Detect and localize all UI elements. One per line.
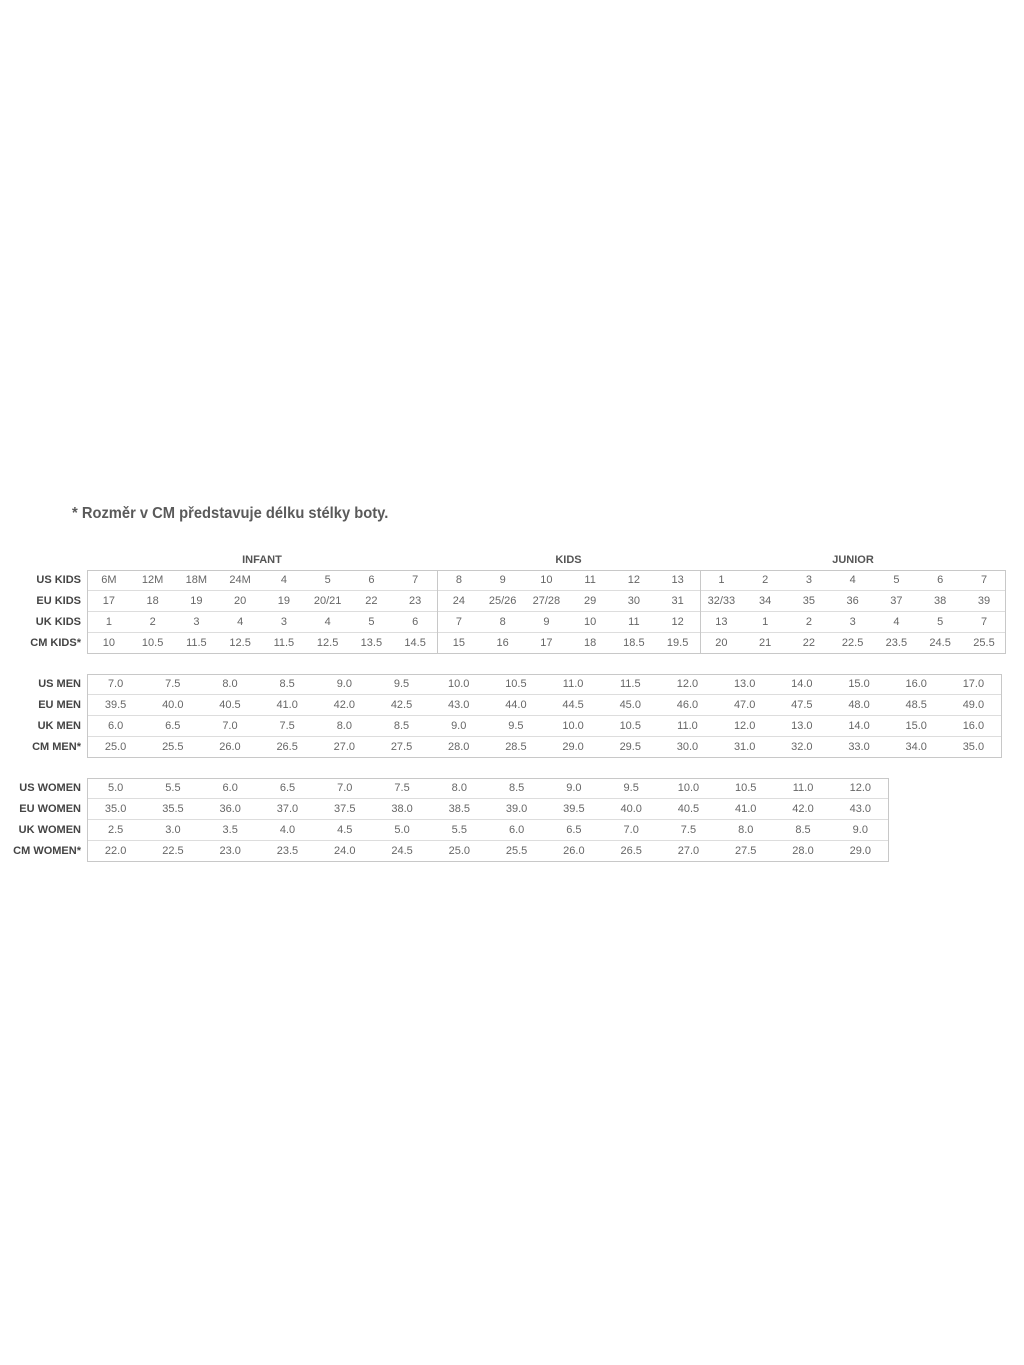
size-cell: 12: [612, 570, 656, 591]
size-cell: 12: [656, 612, 700, 633]
size-cell: 34.0: [905, 741, 927, 753]
size-cell: 7: [437, 612, 481, 633]
size-cell: 9.0: [316, 674, 373, 695]
size-cell: 16.0: [888, 674, 945, 695]
size-cell: 13.0: [716, 674, 773, 695]
size-cell: 13: [656, 570, 700, 591]
table-row: [0, 716, 1002, 737]
size-cell: 11: [612, 612, 656, 633]
size-cell: 29.0: [849, 845, 872, 857]
women-size-table: [0, 778, 889, 861]
size-cell: 3: [787, 570, 831, 591]
size-cell: 47.0: [716, 695, 773, 716]
size-cell: 7.5: [144, 674, 201, 695]
size-cell: 3: [831, 612, 875, 633]
size-cell: 24.5: [391, 845, 413, 857]
size-cell: 20: [218, 591, 262, 612]
size-cell: 25.0: [104, 741, 127, 753]
size-cell: 42.0: [774, 799, 831, 820]
size-cell: 9: [525, 612, 569, 633]
size-cell: 11.0: [545, 674, 602, 695]
size-cell: 5: [875, 570, 919, 591]
size-cell: 30.0: [676, 741, 699, 753]
size-cell: 3: [262, 612, 306, 633]
size-cell: 10.5: [487, 674, 544, 695]
size-cell: 11: [568, 570, 612, 591]
size-cell: 22: [802, 637, 815, 649]
size-cell: 21: [759, 637, 772, 649]
row-label: US WOMEN: [19, 782, 81, 795]
size-cell: 7: [962, 612, 1006, 633]
size-cell: 28.0: [792, 845, 814, 857]
size-cell: 1: [743, 612, 787, 633]
size-cell: 9.5: [487, 716, 544, 737]
size-cell: 2.5: [87, 820, 144, 841]
kids-size-table: [0, 570, 1006, 653]
size-cell: 5.0: [373, 820, 430, 841]
row-label: UK MEN: [37, 720, 81, 732]
size-cell: 48.0: [830, 695, 887, 716]
size-cell: 19: [175, 591, 219, 612]
size-cell: 8.0: [431, 778, 488, 799]
size-cell: 26.5: [620, 845, 642, 857]
size-cell: 19: [262, 591, 306, 612]
size-cell: 12.5: [229, 637, 251, 649]
size-cell: 10: [568, 612, 612, 633]
size-cell: 8: [437, 570, 481, 591]
size-cell: 33.0: [848, 741, 870, 753]
row-label: CM WOMEN*: [13, 844, 81, 857]
size-cell: 11.0: [774, 778, 831, 799]
size-cell: 23: [393, 591, 437, 612]
size-cell: 5: [918, 612, 962, 633]
size-cell: 18: [131, 591, 175, 612]
size-cell: 39.5: [87, 695, 144, 716]
size-cell: 30: [612, 591, 656, 612]
size-cell: 24.0: [334, 845, 356, 857]
size-cell: 4.0: [259, 820, 316, 841]
men-size-table: [0, 674, 1002, 757]
size-cell: 6.5: [259, 778, 316, 799]
size-cell: 9.5: [603, 778, 660, 799]
size-cell: 8.0: [717, 820, 774, 841]
size-cell: 13: [700, 612, 744, 633]
size-cell: 11.5: [273, 637, 295, 649]
size-cell: 9.0: [832, 820, 889, 841]
size-cell: 2: [787, 612, 831, 633]
size-cell: 38.5: [431, 799, 488, 820]
size-cell: 24: [437, 591, 481, 612]
size-cell: 17: [87, 591, 131, 612]
size-cell: 6M: [87, 570, 131, 591]
size-cell: 43.0: [832, 799, 889, 820]
size-cell: 35.5: [144, 799, 201, 820]
size-cell: 3.0: [144, 820, 201, 841]
size-cell: 14.0: [830, 716, 887, 737]
size-cell: 12.0: [659, 674, 716, 695]
size-cell: 10: [102, 637, 115, 649]
size-cell: 5.5: [144, 778, 201, 799]
size-cell: 40.0: [144, 695, 201, 716]
size-cell: 32.0: [791, 741, 813, 753]
size-cell: 4: [875, 612, 919, 633]
table-row: [0, 570, 1006, 591]
size-cell: 1: [700, 570, 744, 591]
size-cell: 5: [350, 612, 394, 633]
size-cell: 34: [743, 591, 787, 612]
size-cell: 39.0: [488, 799, 545, 820]
size-cell: 18.5: [623, 637, 645, 649]
size-cell: 8.5: [373, 716, 430, 737]
size-cell: 16.0: [945, 716, 1002, 737]
size-cell: 9.0: [430, 716, 487, 737]
size-cell: 5: [306, 570, 350, 591]
size-cell: 2: [743, 570, 787, 591]
table-row: [0, 612, 1006, 633]
row-label: EU WOMEN: [19, 803, 81, 815]
size-cell: 4: [262, 570, 306, 591]
size-cell: 3.5: [202, 820, 259, 841]
size-cell: 8.5: [488, 778, 545, 799]
size-cell: 14.0: [773, 674, 830, 695]
size-cell: 48.5: [888, 695, 945, 716]
group-heading-kids: KIDS: [555, 554, 582, 566]
row-label: EU MEN: [38, 699, 81, 711]
size-cell: 22: [350, 591, 394, 612]
size-cell: 26.5: [276, 741, 298, 753]
size-cell: 10.5: [717, 778, 774, 799]
size-cell: 9.0: [545, 778, 602, 799]
size-cell: 10: [525, 570, 569, 591]
size-cell: 44.5: [545, 695, 602, 716]
size-cell: 6.0: [87, 716, 144, 737]
size-cell: 23.5: [885, 637, 908, 649]
size-cell: 17.0: [945, 674, 1002, 695]
table-row: [0, 841, 889, 862]
size-cell: 6.0: [488, 820, 545, 841]
size-cell: 36: [831, 591, 875, 612]
size-cell: 6.5: [144, 716, 201, 737]
size-cell: 40.5: [660, 799, 717, 820]
size-cell: 24.5: [929, 637, 951, 649]
size-cell: 23.5: [276, 845, 299, 857]
size-cell: 12.5: [316, 637, 339, 649]
size-cell: 28.5: [505, 741, 527, 753]
size-cell: 1: [87, 612, 131, 633]
size-cell: 5.5: [431, 820, 488, 841]
size-cell: 11.5: [186, 637, 207, 649]
size-cell: 38: [918, 591, 962, 612]
row-label: US MEN: [38, 678, 81, 691]
size-cell: 27.5: [390, 741, 413, 753]
row-label: CM KIDS*: [30, 636, 81, 649]
size-cell: 2: [131, 612, 175, 633]
size-cell: 18: [584, 637, 597, 649]
size-cell: 31: [656, 591, 700, 612]
size-cell: 7.5: [259, 716, 316, 737]
size-cell: 6: [350, 570, 394, 591]
size-cell: 19.5: [666, 637, 689, 649]
size-cell: 7: [393, 570, 437, 591]
table-row: [0, 674, 1002, 695]
size-cell: 7.5: [660, 820, 717, 841]
size-cell: 10.0: [660, 778, 717, 799]
group-heading-junior: JUNIOR: [832, 554, 874, 566]
size-cell: 9: [481, 570, 525, 591]
size-cell: 27/28: [525, 591, 569, 612]
size-cell: 37: [875, 591, 919, 612]
size-cell: 5.0: [87, 778, 144, 799]
size-cell: 10.0: [430, 674, 487, 695]
table-row: [0, 591, 1006, 612]
size-cell: 25.5: [973, 637, 995, 649]
size-cell: 8.5: [259, 674, 316, 695]
size-cell: 42.0: [316, 695, 373, 716]
size-cell: 39: [962, 591, 1006, 612]
group-heading-infant: INFANT: [242, 554, 282, 566]
size-cell: 11.5: [602, 674, 659, 695]
size-cell: 4: [218, 612, 262, 633]
size-cell: 47.5: [773, 695, 830, 716]
size-cell: 44.0: [487, 695, 544, 716]
size-cell: 7.5: [373, 778, 430, 799]
size-cell: 41.0: [717, 799, 774, 820]
size-cell: 31.0: [733, 741, 756, 753]
size-cell: 42.5: [373, 695, 430, 716]
size-cell: 22.0: [104, 845, 127, 857]
size-cell: 39.5: [545, 799, 602, 820]
size-cell: 22.5: [162, 845, 184, 857]
size-cell: 28.0: [448, 741, 470, 753]
size-cell: 13.5: [360, 637, 383, 649]
size-cell: 17: [540, 637, 553, 649]
row-label: UK WOMEN: [18, 824, 81, 836]
table-row: [0, 778, 889, 799]
size-cell: 25.0: [448, 845, 471, 857]
size-cell: 4.5: [316, 820, 373, 841]
size-cell: 12.0: [716, 716, 773, 737]
row-label: UK KIDS: [35, 616, 81, 628]
size-cell: 29: [568, 591, 612, 612]
size-cell: 29.5: [619, 741, 641, 753]
size-cell: 8.0: [316, 716, 373, 737]
size-cell: 4: [831, 570, 875, 591]
size-cell: 27.0: [333, 741, 356, 753]
size-cell: 4: [306, 612, 350, 633]
size-cell: 7.0: [316, 778, 373, 799]
size-cell: 22.5: [841, 637, 864, 649]
size-cell: 27.5: [735, 845, 757, 857]
row-label: EU KIDS: [36, 595, 81, 607]
size-cell: 41.0: [259, 695, 316, 716]
size-cell: 40.5: [201, 695, 258, 716]
size-cell: 26.0: [219, 741, 241, 753]
size-cell: 36.0: [202, 799, 259, 820]
infant-kids-divider: [437, 570, 438, 654]
size-cell: 45.0: [602, 695, 659, 716]
size-cell: 35.0: [962, 741, 985, 753]
size-cell: 16: [496, 637, 509, 649]
size-cell: 8: [481, 612, 525, 633]
size-cell: 7.0: [87, 674, 144, 695]
size-cell: 40.0: [603, 799, 660, 820]
size-cell: 37.5: [316, 799, 373, 820]
size-cell: 3: [175, 612, 219, 633]
size-cell: 27.0: [677, 845, 700, 857]
size-cell: 23.0: [219, 845, 241, 857]
size-cell: 46.0: [659, 695, 716, 716]
size-cell: 12M: [131, 570, 175, 591]
size-cell: 8.0: [201, 674, 258, 695]
size-cell: 6.0: [202, 778, 259, 799]
size-cell: 25.5: [162, 741, 184, 753]
size-note: * Rozměr v CM představuje délku stélky boty.: [72, 505, 389, 522]
size-cell: 43.0: [430, 695, 487, 716]
size-cell: 10.5: [141, 637, 164, 649]
table-row: [0, 799, 889, 820]
size-cell: 25/26: [481, 591, 525, 612]
size-cell: 7.0: [201, 716, 258, 737]
table-row: [0, 737, 1002, 758]
size-cell: 12.0: [832, 778, 889, 799]
table-row: [0, 695, 1002, 716]
size-cell: 6: [393, 612, 437, 633]
size-cell: 7.0: [603, 820, 660, 841]
size-cell: 24M: [218, 570, 262, 591]
size-cell: 20/21: [306, 591, 350, 612]
size-cell: 8.5: [774, 820, 831, 841]
size-cell: 29.0: [562, 741, 584, 753]
size-cell: 6.5: [545, 820, 602, 841]
size-cell: 37.0: [259, 799, 316, 820]
size-cell: 11.0: [659, 716, 716, 737]
size-cell: 20: [715, 637, 728, 649]
size-cell: 7: [962, 570, 1006, 591]
table-row: [0, 820, 889, 841]
size-cell: 35: [787, 591, 831, 612]
row-label: CM MEN*: [32, 740, 81, 753]
size-cell: 10.5: [602, 716, 659, 737]
row-label: US KIDS: [36, 574, 81, 587]
size-cell: 26.0: [563, 845, 585, 857]
size-cell: 32/33: [700, 591, 744, 612]
size-cell: 35.0: [87, 799, 144, 820]
size-cell: 15: [452, 637, 465, 649]
size-cell: 15.0: [888, 716, 945, 737]
size-cell: 13.0: [773, 716, 830, 737]
size-cell: 9.5: [373, 674, 430, 695]
size-cell: 6: [918, 570, 962, 591]
size-cell: 38.0: [373, 799, 430, 820]
size-cell: 49.0: [945, 695, 1002, 716]
size-cell: 15.0: [830, 674, 887, 695]
kids-junior-divider: [700, 570, 701, 654]
size-cell: 10.0: [545, 716, 602, 737]
size-cell: 14.5: [404, 637, 426, 649]
size-cell: 18M: [175, 570, 219, 591]
table-row: [0, 633, 1006, 654]
size-cell: 25.5: [505, 845, 528, 857]
